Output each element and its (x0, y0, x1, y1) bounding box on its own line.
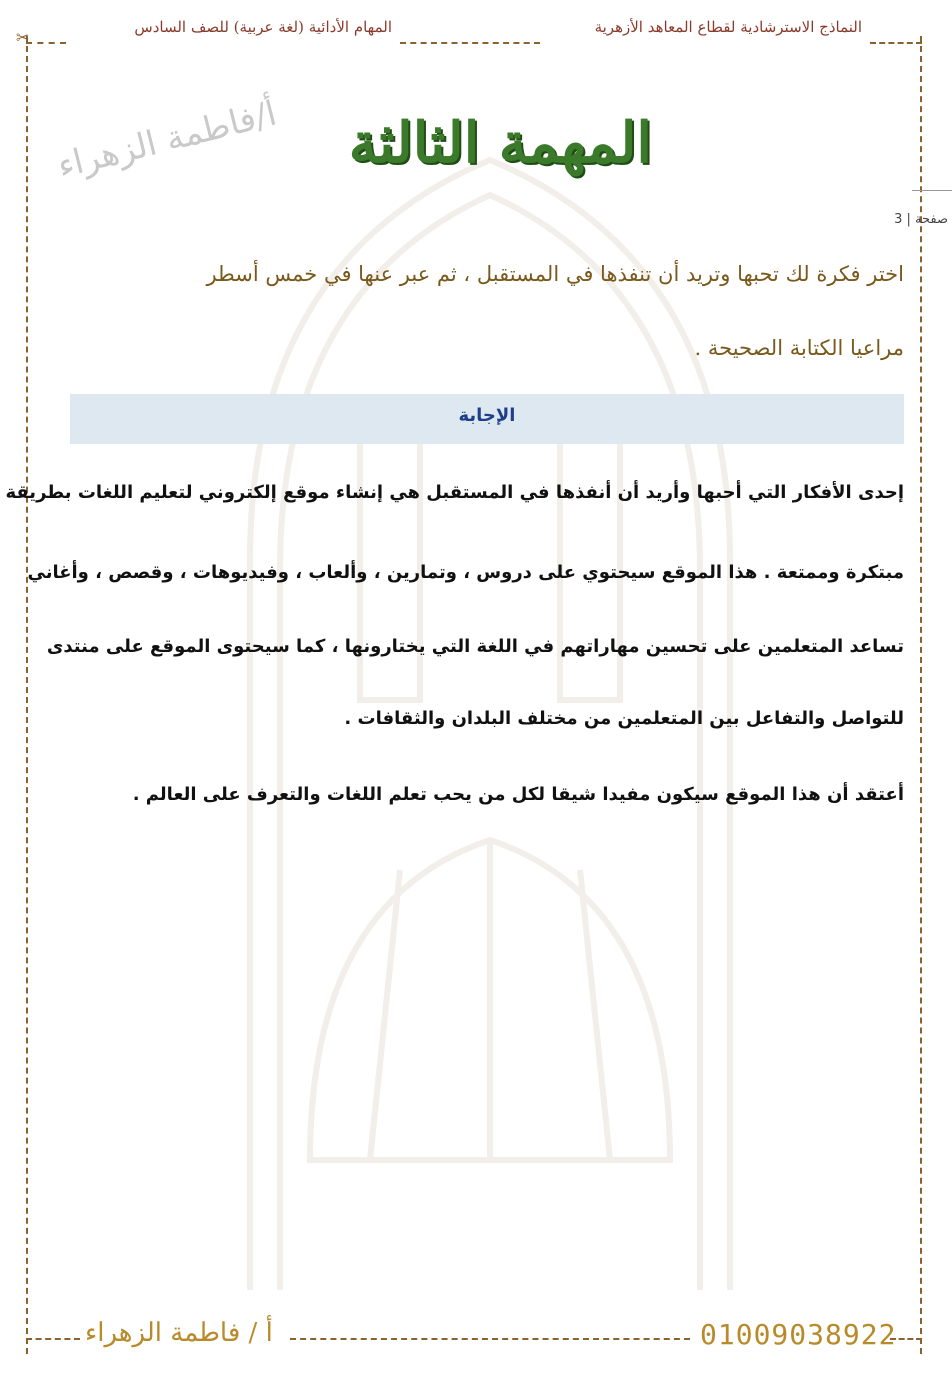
answer-header-bar (70, 394, 904, 444)
header-left-text: المهام الأدائية (لغة عربية) للصف السادس (134, 18, 392, 36)
answer-label: الإجابة (458, 405, 516, 426)
answer-line-5: أعتقد أن هذا الموقع سيكون مفيدا شيقا لكل من يحب تعلم اللغات والتعرف على العالم . (132, 784, 904, 805)
page-title: المهمة الثالثة (348, 110, 652, 176)
footer-dash-right (890, 1338, 922, 1340)
footer-teacher-name: أ / فاطمة الزهراء (85, 1318, 273, 1348)
footer-dash-left (26, 1338, 80, 1340)
prompt-line-2: مراعيا الكتابة الصحيحة . (694, 336, 904, 360)
answer-line-1: إحدى الأفكار التي أحبها وأريد أن أنفذها في المستقبل هي إنشاء موقع إلكتروني لتعليم اللغات بطريقة (5, 482, 904, 503)
teacher-watermark: أ/فاطمة الزهراء (53, 93, 281, 187)
page-number-divider (912, 190, 952, 191)
footer-phone: 01009038922 (700, 1318, 897, 1351)
answer-line-4: للتواصل والتفاعل بين المتعلمين من مختلف البلدان والثقافات . (344, 708, 904, 729)
scissors-icon: ✂ (16, 28, 30, 47)
page-number: صفحة | 3 (894, 212, 948, 227)
prompt-line-1: اختر فكرة لك تحبها وتريد أن تنفذها في المستقبل ، ثم عبر عنها في خمس أسطر (206, 262, 904, 286)
header-right-text: النماذج الاسترشادية لقطاع المعاهد الأزهرية (594, 18, 862, 36)
answer-line-3: تساعد المتعلمين على تحسين مهاراتهم في اللغة التي يختارونها ، كما سيحتوى الموقع على منتدى (46, 636, 904, 657)
footer-dash-middle (290, 1338, 690, 1340)
answer-line-2: مبتكرة وممتعة . هذا الموقع سيحتوي على دروس ، وتمارين ، وألعاب ، وفيديوهات ، وقصص ، وأغاني (27, 562, 904, 583)
